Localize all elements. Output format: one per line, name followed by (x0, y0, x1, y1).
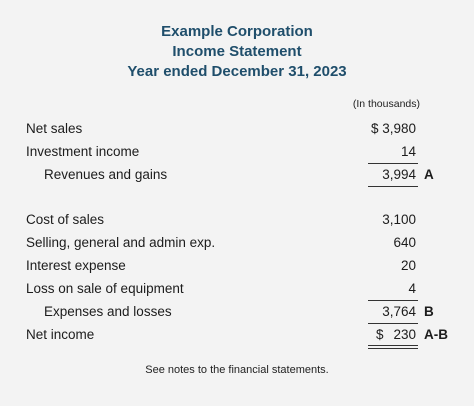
row-value: 14 (400, 144, 416, 159)
company-name: Example Corporation (161, 23, 313, 40)
row-label: Revenues and gains (44, 167, 168, 182)
row-label: Selling, general and admin exp. (26, 235, 216, 250)
row-label: Cost of sales (26, 212, 105, 227)
row-value: $ 3,980 (370, 121, 416, 136)
row-net-sales (0, 118, 474, 140)
row-value: 640 (393, 235, 416, 250)
row-label: Net sales (26, 121, 83, 136)
row-investment-income (0, 141, 474, 163)
row-label: Loss on sale of equipment (26, 281, 184, 296)
row-value (350, 324, 416, 346)
net-income-amount: 230 (393, 327, 416, 342)
row-marker: A-B (424, 327, 448, 342)
row-marker: A (424, 167, 434, 182)
footer-note: See notes to the financial statements. (145, 364, 329, 376)
row-value: 4 (408, 281, 416, 296)
row-cost-of-sales (0, 209, 474, 231)
row-value: 20 (400, 258, 416, 273)
row-label: Investment income (26, 144, 140, 159)
row-expenses-losses (0, 301, 474, 323)
dollar-sign: $ (376, 327, 384, 342)
statement-period: Year ended December 31, 2023 (127, 63, 347, 80)
row-net-income (0, 324, 474, 346)
statement-header (0, 22, 474, 82)
row-interest-expense (0, 255, 474, 277)
row-value: 3,100 (382, 212, 416, 227)
row-value: 3,994 (382, 167, 416, 182)
row-label: Expenses and losses (44, 304, 172, 319)
statement-title: Income Statement (172, 43, 302, 60)
row-marker: B (424, 304, 434, 319)
units-label: (In thousands) (352, 98, 420, 110)
row-revenues-gains (0, 164, 474, 186)
row-value: 3,764 (382, 304, 416, 319)
row-label: Interest expense (26, 258, 126, 273)
total-rule (368, 186, 418, 187)
double-underline (368, 345, 418, 349)
row-loss-on-sale (0, 278, 474, 300)
row-sga (0, 232, 474, 254)
row-label: Net income (26, 327, 95, 342)
